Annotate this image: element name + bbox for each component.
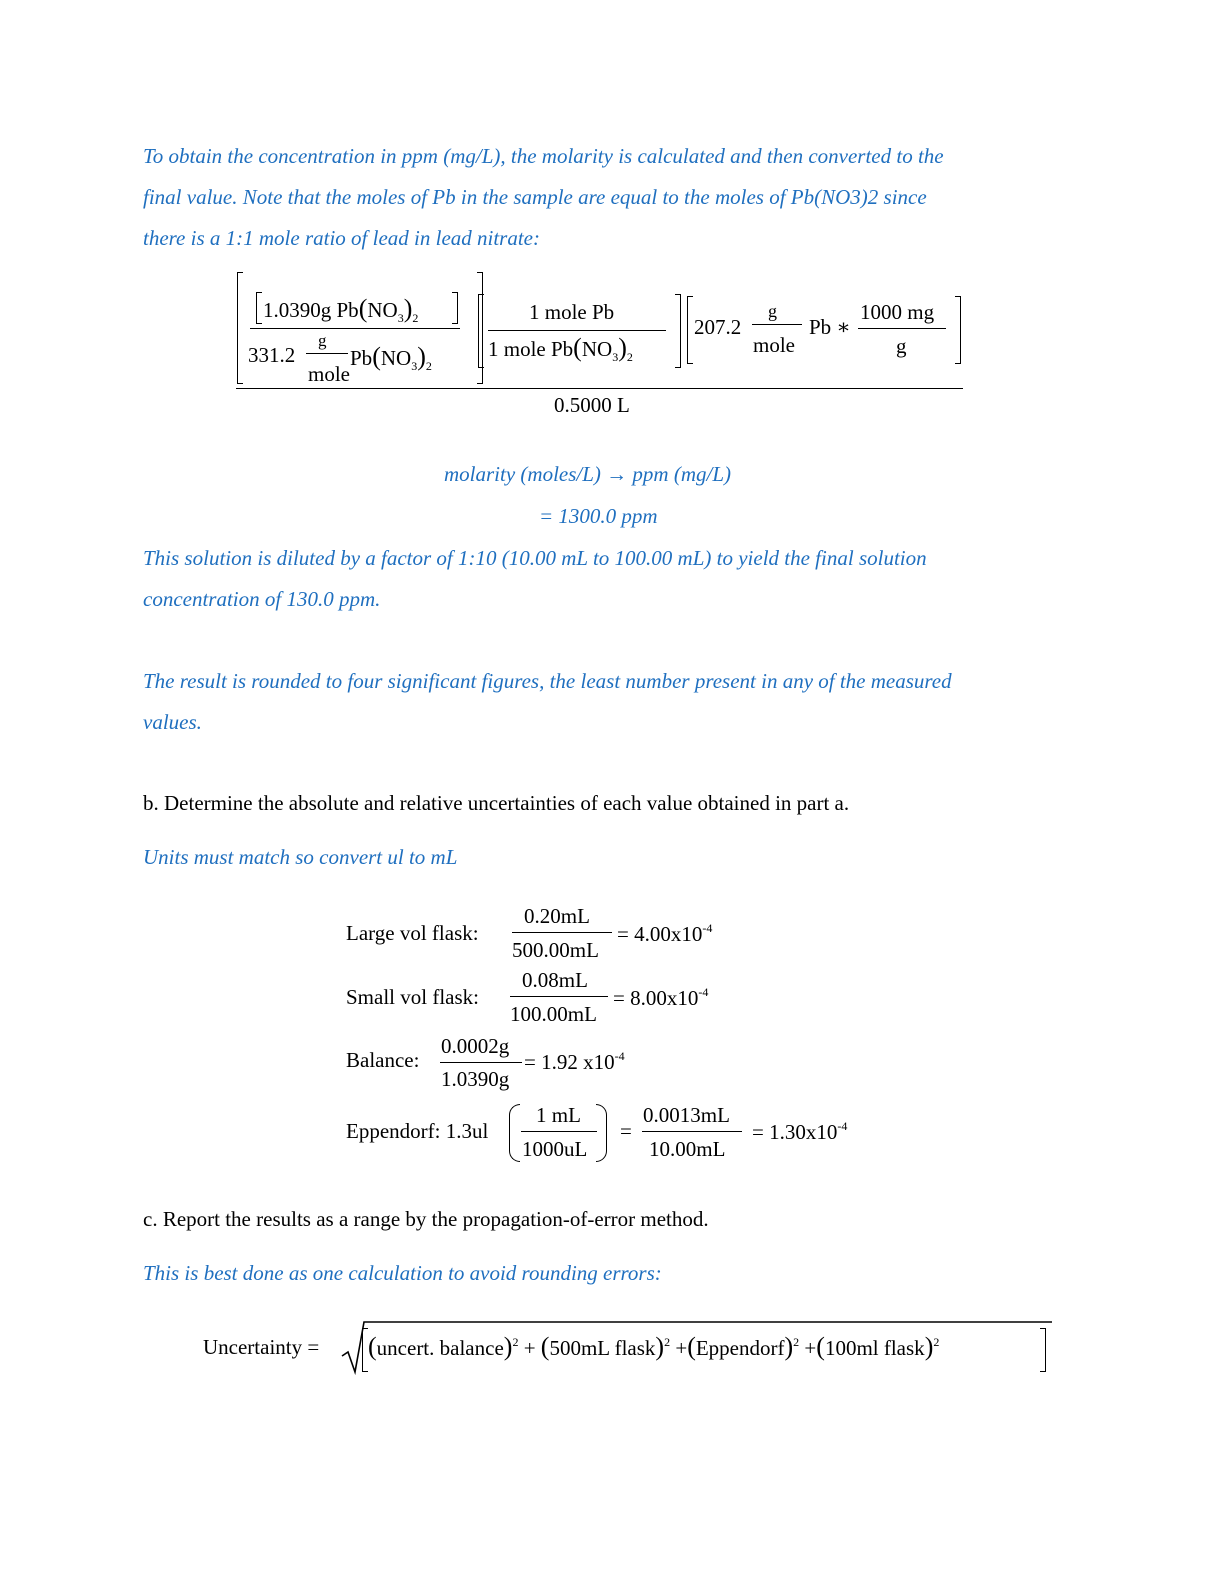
eppendorf-den: 1000uL <box>522 1137 588 1161</box>
mass-bracket-right <box>452 292 458 324</box>
balance-den: 1.0390g <box>441 1067 510 1091</box>
large-flask-label: Large vol flask: <box>346 921 479 945</box>
g-per-mole-bar-2 <box>752 324 802 325</box>
small-flask-result-text: = 8.00x10 <box>613 986 699 1010</box>
eppendorf-bar <box>521 1131 597 1132</box>
rounding-line-2: values. <box>143 710 202 734</box>
plus-2: + <box>675 1336 688 1360</box>
outer-bracket-left <box>237 272 243 384</box>
balance-result-text: = 1.92 x10 <box>524 1050 615 1074</box>
mass-fraction-bar <box>250 328 460 329</box>
ratio-bracket-right <box>675 294 681 368</box>
main-fraction-bar <box>236 388 963 389</box>
no3-text: NO <box>367 298 398 322</box>
molar-mass-value: 331.2 <box>248 343 296 367</box>
dilution-paragraph <box>143 538 1083 620</box>
small-flask-num: 0.08mL <box>522 968 588 992</box>
plus-1: + <box>523 1336 536 1360</box>
large-flask-num: 0.20mL <box>524 904 590 928</box>
eppendorf-label: Eppendorf: 1.3ul <box>346 1119 489 1143</box>
part-b-note: Units must match so convert ul to mL <box>143 845 458 869</box>
sub2-3: 2 <box>626 350 633 364</box>
rounding-line-1: The result is rounded to four significant figures, the least number present in any of the measured <box>143 669 952 693</box>
eppendorf-num-2: 0.0013mL <box>643 1103 730 1127</box>
eppendorf-equals: = <box>620 1119 632 1143</box>
small-flask-exp: -4 <box>698 985 709 999</box>
balance-label: Balance: <box>346 1048 420 1072</box>
eppendorf-exp: -4 <box>837 1119 848 1133</box>
mole-unit: mole <box>308 362 350 386</box>
eppendorf-result-text: = 1.30x10 <box>752 1120 838 1144</box>
mole-pbno3-text: 1 mole Pb <box>488 337 574 361</box>
sqrt-bracket-right <box>1040 1328 1046 1372</box>
eppendorf-bar-2 <box>642 1131 742 1132</box>
intro-line-3: there is a 1:1 mole ratio of lead in lead nitrate: <box>143 226 541 250</box>
large-flask-result <box>617 921 712 947</box>
pow-2: 2 <box>664 1335 671 1349</box>
small-flask-den: 100.00mL <box>510 1002 597 1026</box>
term-500ml-flask: 500mL flask <box>549 1336 656 1360</box>
small-flask-label: Small vol flask: <box>346 985 479 1009</box>
pow-3: 2 <box>793 1335 800 1349</box>
part-c-note: This is best done as one calculation to avoid rounding errors: <box>143 1261 662 1285</box>
conv-bracket-left <box>687 296 693 364</box>
pb-star: Pb ∗ <box>809 315 851 339</box>
balance-num: 0.0002g <box>441 1034 510 1058</box>
intro-line-1: To obtain the concentration in ppm (mg/L), the molarity is calculated and then converted to the <box>143 144 944 168</box>
plus-3: + <box>804 1336 817 1360</box>
conv-bracket-right <box>955 296 961 364</box>
term-100ml-flask: 100ml flask <box>824 1336 925 1360</box>
large-flask-bar <box>512 932 612 933</box>
sum-terms: (uncert. balance)$^2$ + (500mL flask)$^2$ +(Eppendorf)$^2$ +(100ml flask)$^2$ <box>368 1332 940 1361</box>
atomic-mass-value: 207.2 <box>694 315 742 339</box>
conversion-line-1: molarity (moles/L) → ppm (mg/L) <box>444 462 731 486</box>
pb-text: Pb <box>350 346 373 370</box>
mass-bracket-left <box>256 292 262 324</box>
part-c-question: c. Report the results as a range by the propagation-of-error method. <box>143 1207 709 1231</box>
intro-paragraph <box>143 136 1083 259</box>
pow-4: 2 <box>933 1335 940 1349</box>
term-eppendorf: Eppendorf <box>695 1336 785 1360</box>
large-flask-exp: -4 <box>702 921 713 935</box>
sub2-2: 2 <box>425 359 432 373</box>
eppendorf-paren-right <box>596 1104 607 1162</box>
rounding-paragraph <box>143 661 1083 743</box>
balance-result <box>524 1049 625 1075</box>
small-flask-result <box>613 985 708 1011</box>
dilution-line-1: This solution is diluted by a factor of 1:10 (10.00 mL to 100.00 mL) to yield the final solution <box>143 546 927 570</box>
mole-pb: 1 mole Pb <box>529 300 615 324</box>
ratio-fraction-bar <box>488 330 666 331</box>
sub3-2: 3 <box>411 359 418 373</box>
sub3: 3 <box>397 311 404 325</box>
conversion-line-2: = 1300.0 ppm <box>539 504 658 528</box>
pbno3-term: $Pb(NO_3)_2$ <box>350 342 432 373</box>
mole-pbno3-term: 1 mole $Pb(NO_3)_2$ <box>488 333 633 364</box>
g-unit-2: g <box>768 301 777 321</box>
eppendorf-den-2: 10.00mL <box>649 1137 726 1161</box>
volume-value: 0.5000 L <box>554 393 630 417</box>
no3-text-3: NO <box>581 337 613 361</box>
g-unit-3: g <box>896 334 907 358</box>
sub2: 2 <box>412 311 419 325</box>
balance-exp: -4 <box>614 1049 625 1063</box>
part-b-question: b. Determine the absolute and relative uncertainties of each value obtained in part a. <box>143 791 850 815</box>
g-unit: g <box>318 331 327 350</box>
dilution-line-2: concentration of 130.0 ppm. <box>143 587 381 611</box>
mass-term: 1.0390g $Pb(NO_3)_2$ <box>263 294 419 325</box>
balance-bar <box>440 1062 522 1063</box>
intro-line-2: final value. Note that the moles of Pb in the sample are equal to the moles of Pb(NO3)2 since <box>143 185 927 209</box>
mg-value: 1000 mg <box>860 300 935 324</box>
no3-text-2: NO <box>380 346 412 370</box>
eppendorf-result <box>752 1119 847 1145</box>
eppendorf-num: 1 mL <box>536 1103 581 1127</box>
sub3-3: 3 <box>612 350 619 364</box>
term-balance: uncert. balance <box>376 1336 504 1360</box>
large-flask-result-text: = 4.00x10 <box>617 922 703 946</box>
mass-value: 1.0390g Pb <box>263 298 359 322</box>
small-flask-bar <box>510 996 608 997</box>
mg-per-g-bar <box>858 328 946 329</box>
eppendorf-paren-left <box>509 1104 520 1162</box>
g-per-mole-bar <box>306 353 348 354</box>
pow-1: 2 <box>512 1335 519 1349</box>
large-flask-den: 500.00mL <box>512 938 599 962</box>
ratio-bracket-left <box>478 294 484 368</box>
uncertainty-label: Uncertainty = <box>203 1335 320 1359</box>
mole-unit-2: mole <box>753 333 795 357</box>
